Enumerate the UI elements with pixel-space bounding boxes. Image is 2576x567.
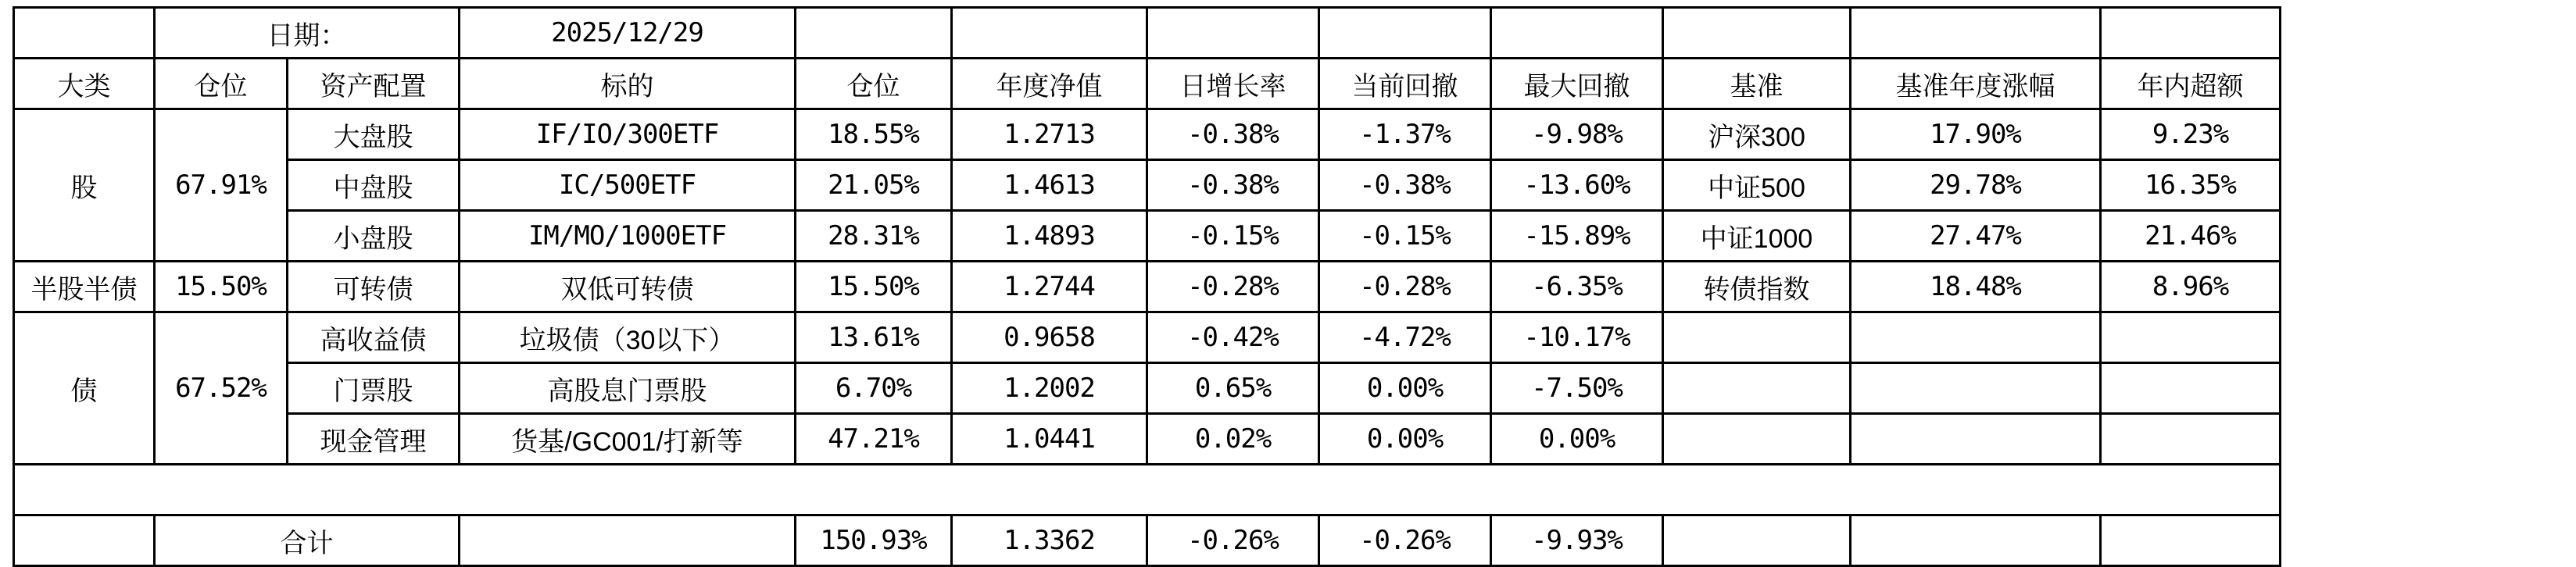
column-header-allocation: 资产配置 — [288, 59, 460, 109]
table-row — [14, 363, 2281, 414]
table-row — [14, 312, 2281, 363]
cell-nav: 1.4893 — [952, 211, 1147, 262]
cell-benchmark — [1663, 363, 1851, 414]
cell-position: 6.70% — [796, 363, 952, 414]
cell-position: 15.50% — [796, 262, 952, 312]
cell-daily: -0.38% — [1147, 109, 1319, 160]
table-row — [14, 109, 2281, 160]
total-daily: -0.26% — [1147, 515, 1319, 566]
column-header-position-group: 仓位 — [155, 59, 288, 109]
cell-excess: 8.96% — [2101, 262, 2281, 312]
cell-benchmark-year — [1851, 414, 2101, 465]
cell-target: IM/MO/1000ETF — [460, 211, 796, 262]
cell-daily: -0.38% — [1147, 160, 1319, 211]
date-label-cell: 日期： — [155, 8, 460, 59]
column-header-benchmark: 基准 — [1663, 59, 1851, 109]
cell-max-drawdown: -6.35% — [1491, 262, 1663, 312]
cell-drawdown: 0.00% — [1319, 414, 1491, 465]
group-name-bond: 债 — [14, 312, 155, 465]
cell-drawdown: -0.28% — [1319, 262, 1491, 312]
empty-header-cell-4 — [1319, 8, 1491, 59]
column-header-excess: 年内超额 — [2101, 59, 2281, 109]
cell-allocation: 中盘股 — [288, 160, 460, 211]
cell-daily: -0.15% — [1147, 211, 1319, 262]
empty-header-cell-5 — [1491, 8, 1663, 59]
cell-target: IC/500ETF — [460, 160, 796, 211]
total-empty-cell-5 — [2101, 515, 2281, 566]
cell-drawdown: 0.00% — [1319, 363, 1491, 414]
cell-max-drawdown: -9.98% — [1491, 109, 1663, 160]
column-header-benchmark-year: 基准年度涨幅 — [1851, 59, 2101, 109]
cell-max-drawdown: -13.60% — [1491, 160, 1663, 211]
cell-position: 21.05% — [796, 160, 952, 211]
cell-target: 双低可转债 — [460, 262, 796, 312]
cell-daily: 0.02% — [1147, 414, 1319, 465]
cell-drawdown: -0.15% — [1319, 211, 1491, 262]
table-row — [14, 160, 2281, 211]
column-header-current-drawdown: 当前回撤 — [1319, 59, 1491, 109]
cell-excess: 16.35% — [2101, 160, 2281, 211]
cell-position: 18.55% — [796, 109, 952, 160]
empty-cell — [14, 8, 155, 59]
total-row — [14, 515, 2281, 566]
spacer-cell — [14, 465, 2281, 515]
table-row — [14, 262, 2281, 312]
cell-excess: 21.46% — [2101, 211, 2281, 262]
cell-allocation: 高收益债 — [288, 312, 460, 363]
table-row — [14, 414, 2281, 465]
cell-daily: 0.65% — [1147, 363, 1319, 414]
cell-position: 13.61% — [796, 312, 952, 363]
cell-position: 47.21% — [796, 414, 952, 465]
cell-excess — [2101, 363, 2281, 414]
group-name-stock: 股 — [14, 109, 155, 262]
cell-nav: 1.2713 — [952, 109, 1147, 160]
cell-benchmark: 中证1000 — [1663, 211, 1851, 262]
empty-header-cell-6 — [1663, 8, 1851, 59]
cell-max-drawdown: -10.17% — [1491, 312, 1663, 363]
cell-allocation: 门票股 — [288, 363, 460, 414]
cell-target: 货基/GC001/打新等 — [460, 414, 796, 465]
cell-max-drawdown: 0.00% — [1491, 414, 1663, 465]
column-header-position: 仓位 — [796, 59, 952, 109]
group-position-stock: 67.91% — [155, 109, 288, 262]
cell-excess — [2101, 414, 2281, 465]
total-empty-cell-3 — [1663, 515, 1851, 566]
total-label: 合计 — [155, 515, 460, 566]
cell-allocation: 现金管理 — [288, 414, 460, 465]
total-drawdown: -0.26% — [1319, 515, 1491, 566]
cell-nav: 1.0441 — [952, 414, 1147, 465]
cell-benchmark: 转债指数 — [1663, 262, 1851, 312]
column-header-nav: 年度净值 — [952, 59, 1147, 109]
group-position-bond: 67.52% — [155, 312, 288, 465]
group-name-hybrid: 半股半债 — [14, 262, 155, 312]
total-empty-cell-1 — [14, 515, 155, 566]
empty-header-cell-7 — [1851, 8, 2101, 59]
cell-benchmark-year: 29.78% — [1851, 160, 2101, 211]
cell-daily: -0.42% — [1147, 312, 1319, 363]
date-value-cell: 2025/12/29 — [460, 8, 796, 59]
total-max-drawdown: -9.93% — [1491, 515, 1663, 566]
cell-nav: 1.2744 — [952, 262, 1147, 312]
cell-benchmark: 沪深300 — [1663, 109, 1851, 160]
cell-daily: -0.28% — [1147, 262, 1319, 312]
column-header-target: 标的 — [460, 59, 796, 109]
total-nav: 1.3362 — [952, 515, 1147, 566]
cell-benchmark — [1663, 312, 1851, 363]
total-position: 150.93% — [796, 515, 952, 566]
cell-drawdown: -4.72% — [1319, 312, 1491, 363]
header-date-row — [14, 8, 2281, 59]
cell-max-drawdown: -7.50% — [1491, 363, 1663, 414]
empty-header-cell-3 — [1147, 8, 1319, 59]
cell-benchmark — [1663, 414, 1851, 465]
cell-allocation: 小盘股 — [288, 211, 460, 262]
cell-target: 高股息门票股 — [460, 363, 796, 414]
cell-nav: 0.9658 — [952, 312, 1147, 363]
empty-header-cell-1 — [796, 8, 952, 59]
cell-excess: 9.23% — [2101, 109, 2281, 160]
table-row — [14, 211, 2281, 262]
cell-drawdown: -0.38% — [1319, 160, 1491, 211]
cell-excess — [2101, 312, 2281, 363]
cell-benchmark-year: 18.48% — [1851, 262, 2101, 312]
column-header-daily-growth: 日增长率 — [1147, 59, 1319, 109]
cell-target: 垃圾债（30以下） — [460, 312, 796, 363]
portfolio-table — [13, 6, 2281, 567]
group-position-hybrid: 15.50% — [155, 262, 288, 312]
cell-allocation: 可转债 — [288, 262, 460, 312]
cell-target: IF/IO/300ETF — [460, 109, 796, 160]
cell-position: 28.31% — [796, 211, 952, 262]
spacer-row — [14, 465, 2281, 515]
empty-header-cell-2 — [952, 8, 1147, 59]
cell-benchmark-year: 17.90% — [1851, 109, 2101, 160]
cell-max-drawdown: -15.89% — [1491, 211, 1663, 262]
total-empty-cell-2 — [460, 515, 796, 566]
cell-benchmark-year — [1851, 363, 2101, 414]
column-header-max-drawdown: 最大回撤 — [1491, 59, 1663, 109]
empty-header-cell-8 — [2101, 8, 2281, 59]
cell-benchmark-year — [1851, 312, 2101, 363]
cell-drawdown: -1.37% — [1319, 109, 1491, 160]
cell-benchmark: 中证500 — [1663, 160, 1851, 211]
cell-nav: 1.4613 — [952, 160, 1147, 211]
cell-nav: 1.2002 — [952, 363, 1147, 414]
column-header-category: 大类 — [14, 59, 155, 109]
cell-allocation: 大盘股 — [288, 109, 460, 160]
total-empty-cell-4 — [1851, 515, 2101, 566]
cell-benchmark-year: 27.47% — [1851, 211, 2101, 262]
column-header-row — [14, 59, 2281, 109]
